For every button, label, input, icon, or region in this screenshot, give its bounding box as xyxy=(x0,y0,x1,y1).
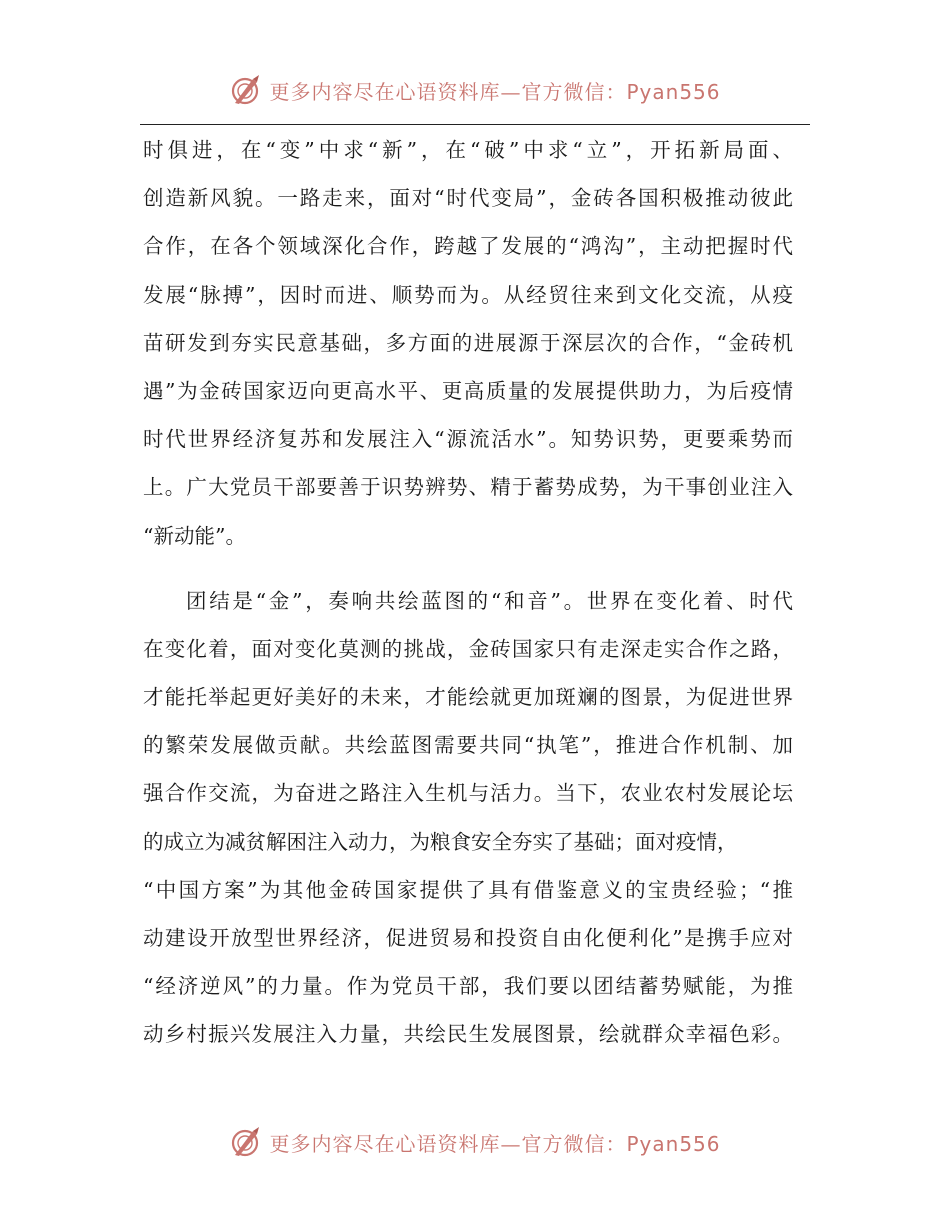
paragraph-1 xyxy=(143,126,793,560)
text-line: 时代世界经济复苏和发展注入“源流活水”。知势识势，更要乘势而 xyxy=(143,427,793,452)
text-line: 创造新风貌。一路走来，面对“时代变局”，金砖各国积极推动彼此 xyxy=(143,186,793,211)
text-line: 合作，在各个领域深化合作，跨越了发展的“鸿沟”，主动把握时代 xyxy=(143,234,793,259)
header-wechat-id: Pyan556 xyxy=(626,79,721,104)
text-line: “中国方案”为其他金砖国家提供了具有借鉴意义的宝贵经验；“推 xyxy=(143,877,793,902)
pen-logo-icon xyxy=(229,73,263,107)
header-banner-text: 更多内容尽在心语资料库—官方微信：Pyan556 xyxy=(269,79,721,104)
footer-banner xyxy=(0,1122,950,1162)
footer-wechat-id: Pyan556 xyxy=(626,1131,721,1156)
text-line: 的成立为减贫解困注入动力，为粮食安全夯实了基础；面对疫情， xyxy=(143,829,738,854)
paragraph-2 xyxy=(143,577,793,1059)
text-line: 强合作交流，为奋进之路注入生机与活力。当下，农业农村发展论坛 xyxy=(143,781,793,806)
text-line: 在变化着，面对变化莫测的挑战，金砖国家只有走深走实合作之路， xyxy=(143,636,793,661)
document-body xyxy=(143,126,793,1059)
text-line: “新动能”。 xyxy=(143,523,246,548)
text-line: 遇”为金砖国家迈向更高水平、更高质量的发展提供助力，为后疫情 xyxy=(143,378,793,403)
text-line: 上。广大党员干部要善于识势辨势、精于蓄势成势，为干事创业注入 xyxy=(143,475,793,500)
text-line: 才能托举起更好美好的未来，才能绘就更加斑斓的图景，为促进世界 xyxy=(143,685,793,710)
footer-banner-text: 更多内容尽在心语资料库—官方微信：Pyan556 xyxy=(269,1131,721,1156)
text-line: “经济逆风”的力量。作为党员干部，我们要以团结蓄势赋能，为推 xyxy=(143,974,793,999)
text-line: 动乡村振兴发展注入力量，共绘民生发展图景，绘就群众幸福色彩。 xyxy=(143,1022,793,1047)
text-line: 苗研发到夯实民意基础，多方面的进展源于深层次的合作，“金砖机 xyxy=(143,330,793,355)
text-line: 动建设开放型世界经济，促进贸易和投资自由化便利化”是携手应对 xyxy=(143,926,793,950)
header-banner xyxy=(0,70,950,110)
text-line: 的繁荣发展做贡献。共绘蓝图需要共同“执笔”，推进合作机制、加 xyxy=(143,733,793,758)
header-rule xyxy=(140,124,810,125)
text-line: 团结是“金”，奏响共绘蓝图的“和音”。世界在变化着、时代 xyxy=(186,588,793,613)
text-line: 发展“脉搏”，因时而进、顺势而为。从经贸往来到文化交流，从疫 xyxy=(143,282,793,307)
pen-logo-icon xyxy=(229,1125,263,1159)
text-line: 时俱进，在“变”中求“新”，在“破”中求“立”，开拓新局面、 xyxy=(143,138,793,162)
